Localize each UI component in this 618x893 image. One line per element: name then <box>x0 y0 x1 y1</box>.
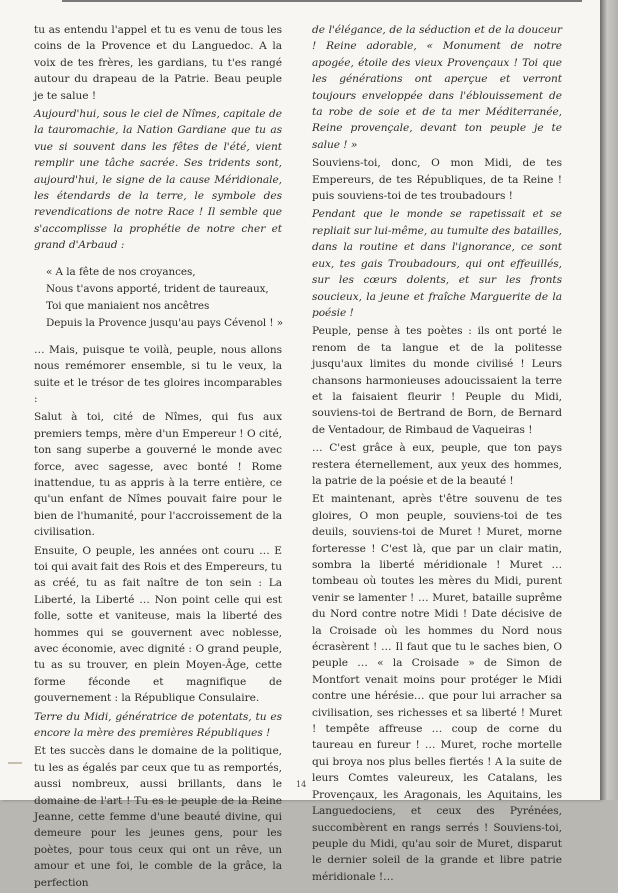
paragraph: Salut à toi, cité de Nîmes, qui fus aux premiers temps, mère d'un Empereur ! O cité, ton sang superbe a gouverné le monde avec force, avec sagesse, avec bonté ! Rome inattendue, tu as appris à la terre entière, ce qu'un enfant de Nîmes pouvait faire pour le bien de l'humanité, pour l'accroissement de la civilisation. <box>34 411 282 539</box>
paragraph: Pendant que le monde se rapetissait et se repliait sur lui-même, au tumulte des batailles, dans la routine et dans l'ignorance, ce sont eux, tes gais Troubadours, qui ont effeuillés, sur les cœurs dolents, et sur les fronts soucieux, la jeune et fraîche Marguerite de la poésie ! <box>312 208 562 319</box>
poem-quote <box>46 264 282 332</box>
paragraph: Ensuite, O peuple, les années ont couru … E toi qui avait fait des Rois et des Empereurs, tu as créé, tu as fait naître de ton sein : La Liberté, la Liberté … Non point celle qui est folle, sotte et vaniteuse, mais la liberté des hommes qui se gouvernent avec noblesse, avec économie, avec dignité : O grand peuple, tu as su trouver, en plein Moyen-Âge, cette forme féconde et magnifique de gouvernement : la République Consulaire. <box>34 544 282 705</box>
page-number: 14 <box>296 780 307 789</box>
paragraph: de l'élégance, de la séduction et de la douceur ! Reine adorable, « Monument de notre apogée, étoile des vieux Provençaux ! Toi que les générations ont aperçue et verront toujours enveloppée dans l'éblouissement de ta robe de soie et de ta mer Méditerranée, Reine provençale, devant ton peuple je te salue ! » <box>312 24 562 151</box>
top-rule <box>62 0 582 8</box>
left-column <box>34 22 282 893</box>
paragraph: … C'est grâce à eux, peuple, que ton pays restera éternellement, aux yeux des hommes, la patrie de la poésie et de la beauté ! <box>312 442 562 487</box>
paragraph: Peuple, pense à tes poètes : ils ont porté le renom de ta langue et de la politesse jusqu'aux limites du monde civilisé ! Leurs chansons harmonieuses adoucissaient la terre et la faisaient fleurir ! Peuple du Midi, souviens-toi de Bertrand de Born, de Bernard de Ventadour, de Rimbaud de Vaqueiras ! <box>312 325 562 436</box>
poem-line: Depuis la Provence jusqu'au pays Cévenol ! » <box>46 316 284 329</box>
paragraph: Aujourd'hui, sous le ciel de Nîmes, capitale de la tauromachie, la Nation Gardiane que tu as vue si souvent dans les fêtes de l'été, vient remplir une tâche sacrée. Ses tridents sont, aujourd'hui, le signe de la cause Méridionale, les étendards de la terre, le symbole des revendications de notre Race ! Il semble que s'accomplisse la prophétie de notre cher et grand d'Arbaud : <box>34 108 282 252</box>
margin-mark <box>8 762 22 764</box>
paragraph: Souviens-toi, donc, O mon Midi, de tes Empereurs, de tes Républiques, de ta Reine ! puis souviens-toi de tes troubadours ! <box>312 157 562 203</box>
paragraph: Et tes succès dans le domaine de la politique, tu les as égalés par ceux que tu as remportés, aussi nombreux, aussi brillants, dans le domaine de l'art ! Tu es le peuple de la Reine Jeanne, cette femme d'une beauté divine, qui demeure pour les jeunes gens, pour les poètes, pour tous ceux qui ont un rêve, un amour et une foi, le comble de la grâce, la perfection <box>34 745 282 889</box>
paragraph: Et maintenant, après t'être souvenu de tes gloires, O mon peuple, souviens-toi de tes deuils, souviens-toi de Muret ! Muret, morne forteresse ! C'est là, que par un clair matin, sombra la liberté méridionale ! Muret … tombeau où toutes les mères du Midi, purent venir se lamenter ! … Muret, bataille suprême du Nord contre notre Midi ! Date décisive de la Croisade où les hommes du Nord nous écrasèrent ! … Il faut que tu le saches bien, O peuple … « la Croisade » de Simon de Montfort venait moins pour protéger le Midi contre une hérésie… que pour lui arracher sa civilisation, ses richesses et sa liberté ! Muret ! tempête affreuse … coup de corne du taureau en fureur ! … Muret, roche mortelle qui broya nos plus belles fiertés ! A la suite de leurs Comtes valeureux, les Catalans, les Provençaux, les Aragonais, les Aquitains, les Languedociens, et ceux des Pyrénées, succombèrent en rangs serrés ! Souviens-toi, peuple du Midi, qu'au soir de Muret, disparut le dernier soleil de la grande et libre patrie méridionale !… <box>312 493 562 883</box>
poem-line: « A la fête de nos croyances, <box>46 265 196 278</box>
right-column <box>312 22 562 887</box>
poem-line: Nous t'avons apporté, trident de taureaux, <box>46 282 269 295</box>
paragraph: tu as entendu l'appel et tu es venu de tous les coins de la Provence et du Languedoc. A la voix de tes frères, les gardians, tu t'es rangé autour du drapeau de la Patrie. Beau peuple je te salue ! <box>34 24 282 102</box>
paragraph: Terre du Midi, génératrice de potentats, tu es encore la mère des premières Républiques ! <box>34 710 282 740</box>
paragraph: … Mais, puisque te voilà, peuple, nous allons nous remémorer ensemble, si tu le veux, la suite et le trésor de tes gloires incomparables : <box>34 343 282 405</box>
page-edge-shadow <box>600 0 618 800</box>
poem-line: Toi que maniaient nos ancêtres <box>46 299 210 312</box>
